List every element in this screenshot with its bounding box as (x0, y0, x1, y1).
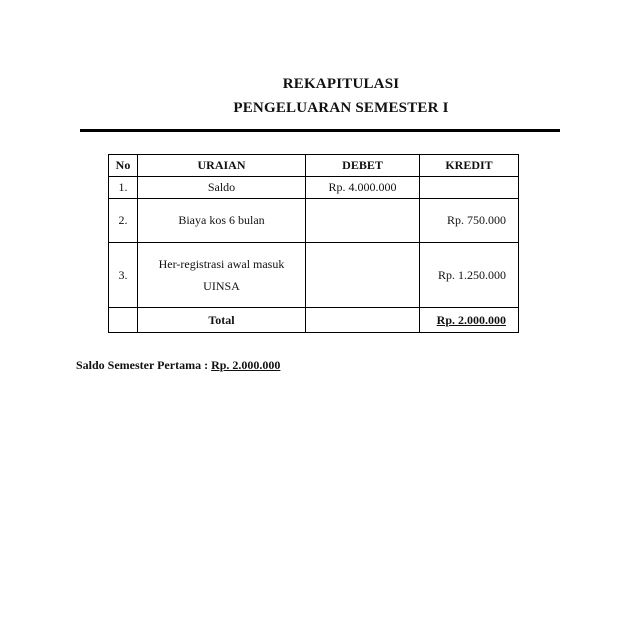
recap-table (108, 154, 519, 333)
cell-kredit: Rp. 1.250.000 (420, 243, 519, 308)
title-divider (80, 129, 560, 132)
cell-debet: Rp. 4.000.000 (306, 177, 420, 199)
table-row (109, 199, 519, 243)
cell-no: 1. (109, 177, 138, 199)
cell-no: 2. (109, 199, 138, 243)
total-label: Total (138, 308, 306, 333)
table-row (109, 177, 519, 199)
table-header-row (109, 155, 519, 177)
cell-kredit: Rp. 750.000 (420, 199, 519, 243)
summary-line (76, 358, 280, 373)
cell-no: 3. (109, 243, 138, 308)
cell-debet (306, 199, 420, 243)
summary-label: Saldo Semester Pertama : (76, 358, 212, 372)
summary-value: Rp. 2.000.000 (211, 358, 281, 372)
cell-uraian (138, 243, 306, 308)
header-kredit: KREDIT (420, 155, 519, 177)
cell-debet (306, 243, 420, 308)
total-kredit: Rp. 2.000.000 (420, 308, 519, 333)
table-row (109, 243, 519, 308)
cell-uraian: Biaya kos 6 bulan (138, 199, 306, 243)
table-total-row (109, 308, 519, 333)
header-debet: DEBET (306, 155, 420, 177)
cell-uraian-line1: Her-registrasi awal masuk (158, 257, 285, 271)
cell-uraian-line2: UINSA (203, 279, 240, 293)
cell-debet-empty (306, 308, 420, 333)
document-subtitle: PENGELUARAN SEMESTER I (233, 100, 449, 116)
document-title: REKAPITULASI (282, 76, 400, 92)
header-no: No (109, 155, 138, 177)
cell-kredit (420, 177, 519, 199)
cell-no-empty (109, 308, 138, 333)
header-uraian: URAIAN (138, 155, 306, 177)
cell-uraian: Saldo (138, 177, 306, 199)
